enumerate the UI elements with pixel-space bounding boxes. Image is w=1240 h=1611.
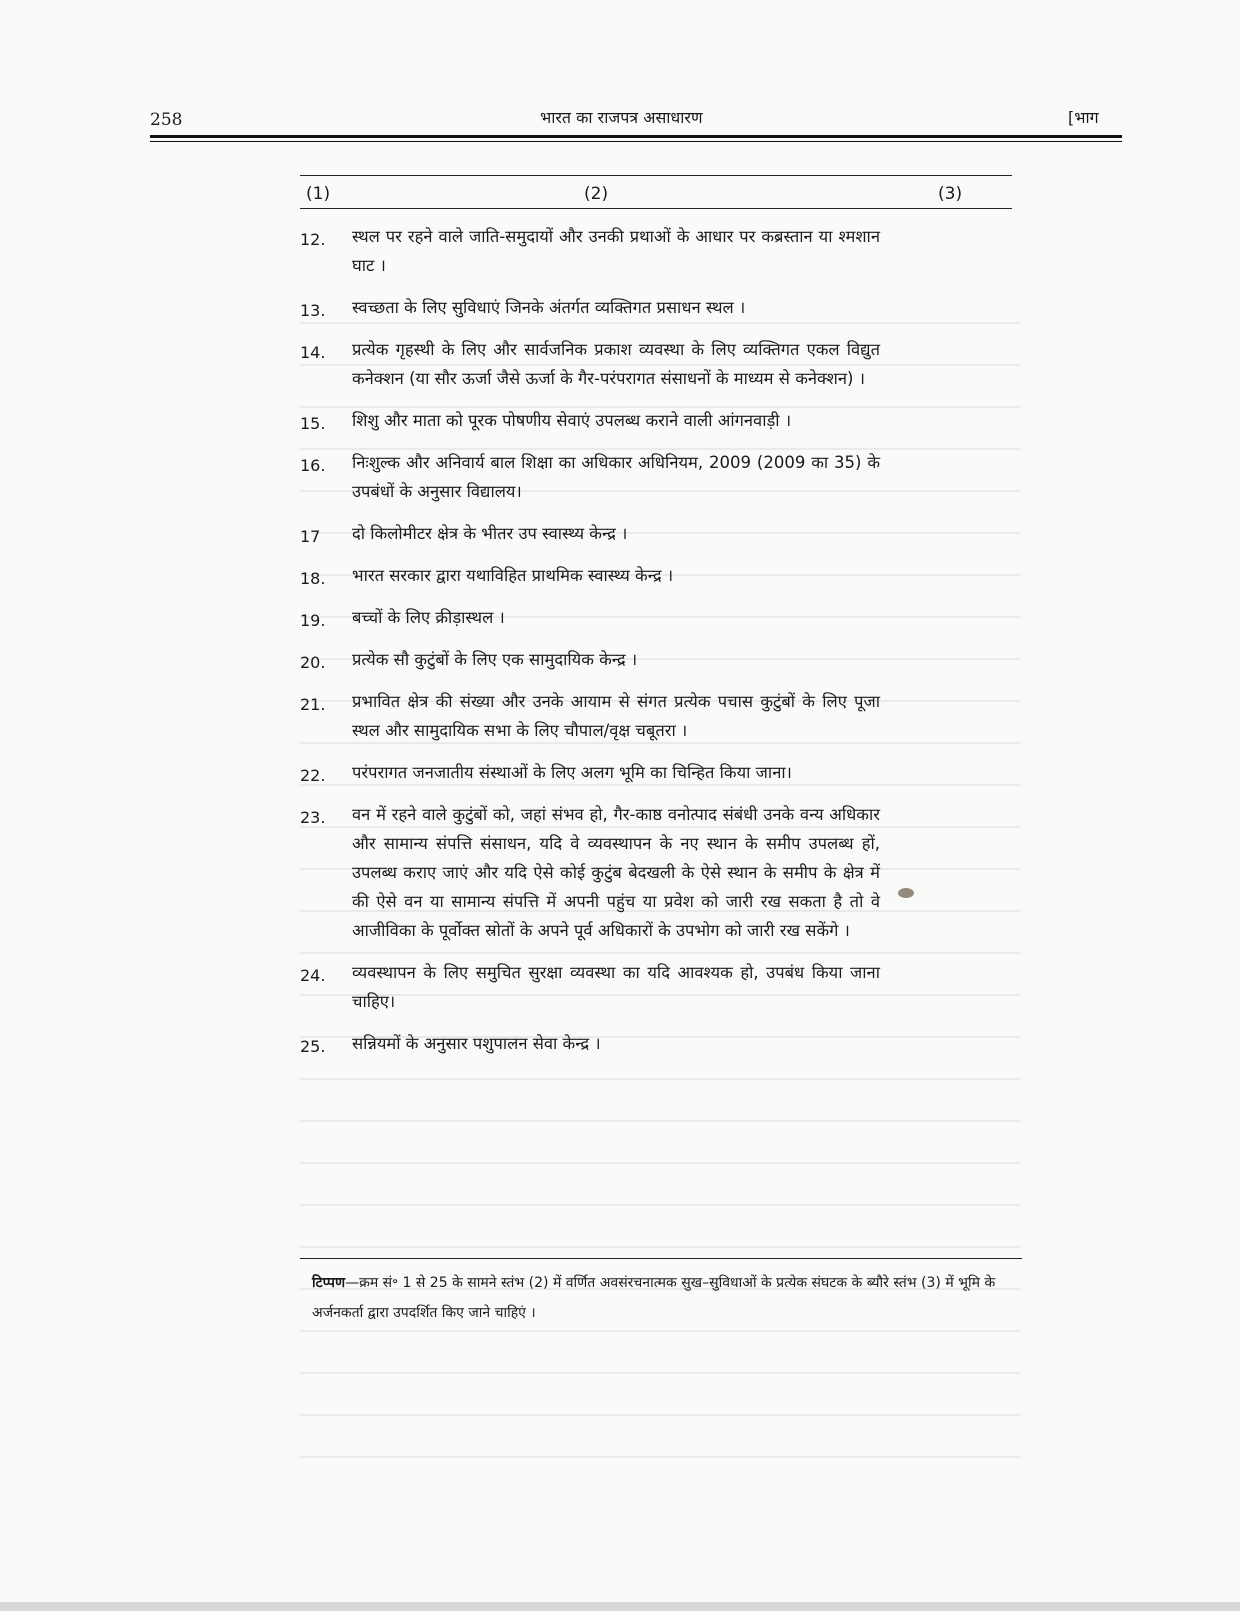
item-text: निःशुल्क और अनिवार्य बाल शिक्षा का अधिकार अधिनियम, 2009 (2009 का 35) के उपबंधों के अनुसार विद्यालय। xyxy=(352,453,880,501)
list-item xyxy=(300,800,880,945)
column-header-3: (3) xyxy=(938,184,963,204)
list-item xyxy=(300,222,880,280)
item-text: भारत सरकार द्वारा यथाविहित प्राथमिक स्वास्थ्य केन्द्र । xyxy=(352,566,674,585)
item-text: प्रत्येक गृहस्थी के लिए और सार्वजनिक प्रकाश व्यवस्था के लिए व्यक्तिगत एकल विद्युत कनेक्शन (या सौर ऊर्जा जैसे ऊर्जा के गैर-परंपरागत संसाधनों के माध्यम से कनेक्शन) । xyxy=(352,340,880,388)
item-number: 23. xyxy=(300,808,326,827)
item-text: दो किलोमीटर क्षेत्र के भीतर उप स्वास्थ्य केन्द्र । xyxy=(352,524,628,543)
item-text: व्यवस्थापन के लिए समुचित सुरक्षा व्यवस्था का यदि आवश्यक हो, उपबंध किया जाना चाहिए। xyxy=(352,963,880,1011)
item-number: 13. xyxy=(300,301,326,320)
list-item xyxy=(300,645,880,674)
list-item xyxy=(300,958,880,1016)
item-text: प्रभावित क्षेत्र की संख्या और उनके आयाम से संगत प्रत्येक पचास कुटुंबों के लिए पूजा स्थल और सामुदायिक सभा के लिए चौपाल/वृक्ष चबूतरा । xyxy=(352,692,880,740)
column-header-1: (1) xyxy=(306,184,331,204)
item-number: 14. xyxy=(300,343,326,362)
item-number: 20. xyxy=(300,653,326,672)
header-rule xyxy=(150,135,1122,138)
item-text: शिशु और माता को पूरक पोषणीय सेवाएं उपलब्ध कराने वाली आंगनवाड़ी । xyxy=(352,411,792,430)
item-number: 16. xyxy=(300,456,326,475)
list-item xyxy=(300,293,880,322)
list-item xyxy=(300,758,880,787)
item-text: बच्चों के लिए क्रीड़ास्थल । xyxy=(352,608,505,627)
ink-smudge xyxy=(898,888,914,898)
item-text: प्रत्येक सौ कुटुंबों के लिए एक सामुदायिक केन्द्र । xyxy=(352,650,638,669)
list-item xyxy=(300,603,880,632)
footnote xyxy=(312,1268,1024,1328)
item-text: परंपरागत जनजातीय संस्थाओं के लिए अलग भूमि का चिन्हित किया जाना। xyxy=(352,763,792,782)
footnote-rule xyxy=(300,1258,1022,1259)
list-item xyxy=(300,448,880,506)
item-number: 25. xyxy=(300,1037,326,1056)
footnote-text: —क्रम सं॰ 1 से 25 के सामने स्तंभ (2) में वर्णित अवसंरचनात्मक सुख–सुविधाओं के प्रत्येक संघटक के ब्यौरे स्तंभ (3) में भूमि के अर्जनकर्ता द्वारा उपदर्शित किए जाने चाहिएं । xyxy=(312,1275,996,1321)
list-item xyxy=(300,687,880,745)
page-number: 258 xyxy=(150,110,183,130)
item-text: वन में रहने वाले कुटुंबों को, जहां संभव हो, गैर-काष्ठ वनोत्पाद संबंधी उनके वन्य अधिकार और सामान्य संपत्ति संसाधन, यदि वे व्यवस्थापन के नए स्थान के समीप उपलब्ध हों, उपलब्ध कराए जाएं और यदि ऐसे कोई कुटुंब बेदखली के ऐसे स्थान के समीप के क्षेत्र में की ऐसे वन या सामान्य संपत्ति में अपनी पहुंच या प्रवेश को जारी रख सकता है तो वे आजीविका के पूर्वोक्त स्रोतों के अपने पूर्व अधिकारों के उपभोग को जारी रख सकेंगे । xyxy=(352,805,880,940)
item-number: 24. xyxy=(300,966,326,985)
item-text: स्थल पर रहने वाले जाति-समुदायों और उनकी प्रथाओं के आधार पर कब्रस्तान या श्मशान घाट । xyxy=(352,227,880,275)
item-number: 19. xyxy=(300,611,326,630)
running-title: भारत का राजपत्र असाधारण xyxy=(540,108,703,127)
header-rule-thin xyxy=(150,141,1122,142)
scan-edge xyxy=(0,1602,1240,1611)
item-text: स्वच्छता के लिए सुविधाएं जिनके अंतर्गत व्यक्तिगत प्रसाधन स्थल । xyxy=(352,298,746,317)
item-text: सन्नियमों के अनुसार पशुपालन सेवा केन्द्र । xyxy=(352,1034,601,1053)
list-item xyxy=(300,519,880,548)
list-item xyxy=(300,1029,880,1058)
list-item xyxy=(300,406,880,435)
item-number: 18. xyxy=(300,569,326,588)
item-number: 21. xyxy=(300,695,326,714)
part-label: [भाग xyxy=(1068,108,1099,127)
item-number: 12. xyxy=(300,230,326,249)
item-number: 22. xyxy=(300,766,326,785)
amenities-list xyxy=(300,222,880,1071)
list-item xyxy=(300,335,880,393)
item-number: 17 xyxy=(300,527,321,546)
list-item xyxy=(300,561,880,590)
item-number: 15. xyxy=(300,414,326,433)
table-header-rule xyxy=(300,208,1012,209)
column-header-2: (2) xyxy=(584,184,609,204)
table-top-rule xyxy=(300,175,1012,176)
footnote-lead: टिप्पण xyxy=(312,1275,346,1291)
